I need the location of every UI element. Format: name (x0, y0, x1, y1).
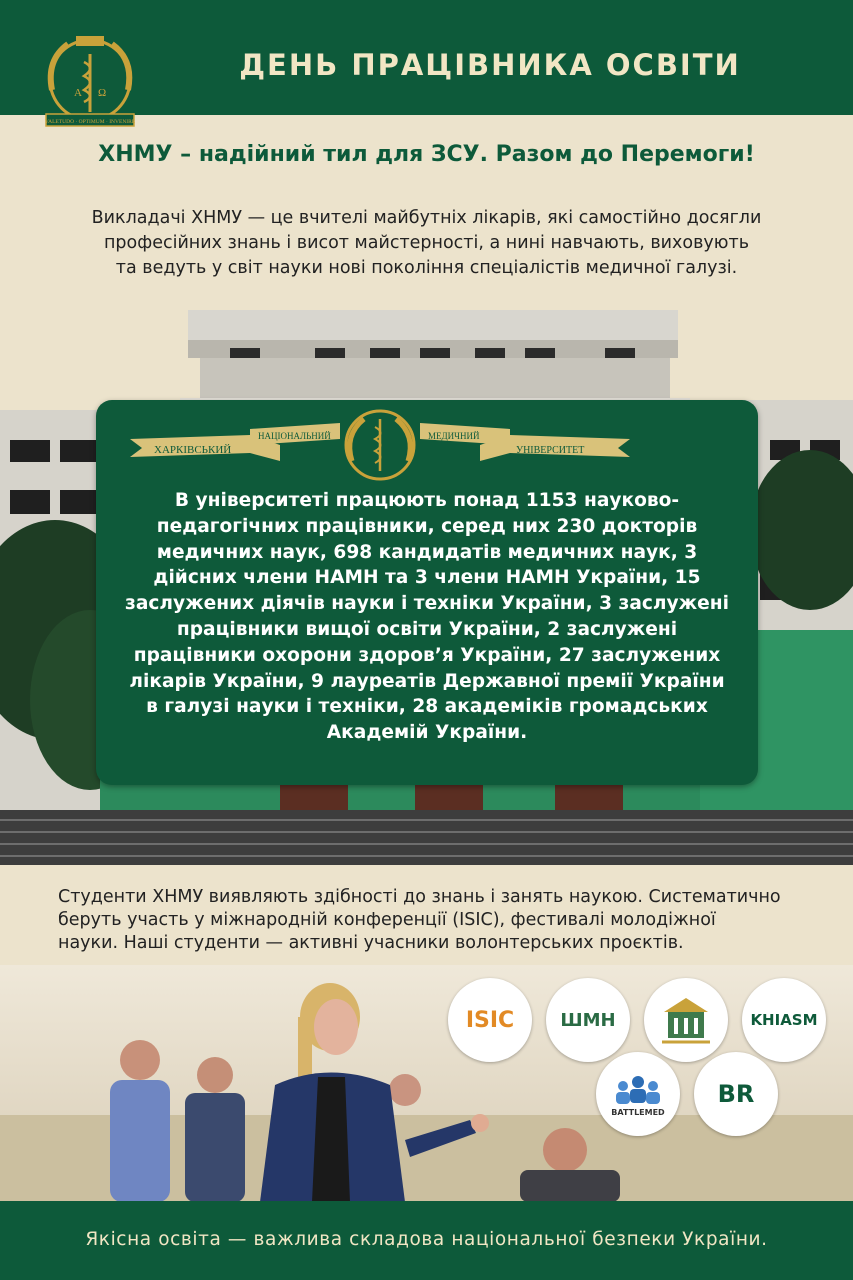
isic-logo-text: ISIC (465, 1007, 515, 1033)
festival-logo (644, 978, 728, 1062)
statistics-line: медичних наук, 698 кандидатів медичних наук, 3 (156, 541, 698, 563)
shmn-logo-text: ШМН (560, 1009, 616, 1031)
students-line: науки. Наші студенти — активні учасники волонтерських проєктів. (58, 933, 684, 953)
khiasm-logo (742, 978, 826, 1062)
statistics-line: В університеті працюють понад 1153 науково- (174, 490, 680, 511)
intro-line: Викладачі ХНМУ — це вчителі майбутніх лікарів, які самостійно досягли (91, 208, 762, 228)
ribbon-word-3: МЕДИЧНИЙ (428, 431, 480, 441)
statistics-line: працівники охорони здоров’я України, 27 заслужених (133, 644, 721, 666)
isic-logo (448, 978, 532, 1062)
bor-logo-text: BR (717, 1080, 755, 1108)
statistics-line: заслужених діячів науки і техніки України, 3 заслужені (125, 593, 729, 615)
intro-line: професійних знань і висот майстерності, а нині навчають, виховують (103, 233, 750, 253)
building-icon (656, 990, 716, 1050)
intro-line: та ведуть у світ науки нові покоління спеціалістів медичної галузі. (115, 258, 738, 278)
emblem-motto: VALETUDO · OPTIMUM · INVENIRE (44, 119, 136, 125)
emblem-omega: Ω (98, 87, 107, 99)
footer-slogan: Якісна освіта — важлива складова національної безпеки України. (85, 1229, 768, 1250)
battlemed-logo (596, 1052, 680, 1136)
intro-paragraph (70, 206, 783, 281)
statistics-line: педагогічних працівники, серед них 230 докторів (156, 515, 698, 537)
battlemed-logo-text: BATTLEMED (611, 1107, 665, 1117)
emblem-alpha: A (74, 87, 82, 99)
khiasm-logo-text: KHIASM (750, 1011, 818, 1029)
students-line: Студенти ХНМУ виявляють здібності до знань і занять наукою. Систематично (58, 887, 781, 907)
statistics-line: Академій України. (326, 722, 528, 744)
statistics-line: в галузі науки і техніки, 28 академіків громадських (146, 696, 708, 718)
shmn-logo (546, 978, 630, 1062)
ribbon-word-4: УНІВЕРСИТЕТ (516, 445, 585, 456)
students-paragraph (58, 886, 818, 955)
bor-logo (694, 1052, 778, 1136)
statistics-line: працівники вищої освіти України, 2 заслужені (176, 618, 678, 640)
university-emblem-icon (38, 30, 142, 134)
ribbon-word-1: ХАРКІВСЬКИЙ (154, 444, 232, 456)
page-title: ДЕНЬ ПРАЦІВНИКА ОСВІТИ (239, 48, 741, 82)
statistics-text (110, 488, 744, 746)
students-line: беруть участь у міжнародній конференції (ISIC), фестивалі молодіжної (58, 910, 716, 930)
team-icon (613, 1072, 663, 1108)
ribbon-word-2: НАЦІОНАЛЬНИЙ (258, 431, 331, 441)
statistics-line: дійсних члени НАМН та 3 члени НАМН України, 15 (153, 567, 701, 589)
statistics-line: лікарів України, 9 лауреатів Державної премії України (129, 670, 725, 692)
slogan-heading: ХНМУ – надійний тил для ЗСУ. Разом до Перемоги! (98, 142, 755, 167)
university-name-ribbon (130, 405, 630, 485)
